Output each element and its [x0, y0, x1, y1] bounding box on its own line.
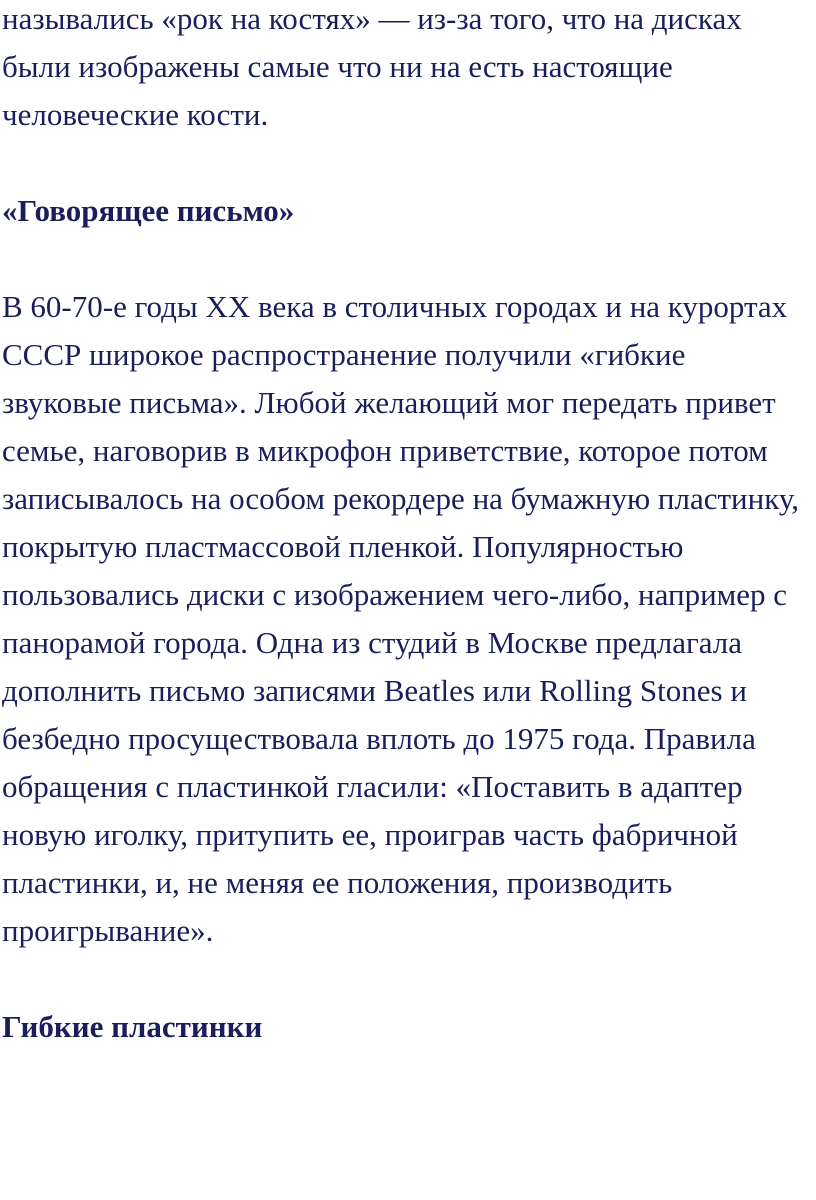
section-heading-talking-letter: «Говорящее письмо» [2, 193, 295, 228]
intro-paragraph: назывались «рок на костях» — из-за того, что на дисках были изображены самые что ни на есть настоящие человеческие кости. [2, 1, 742, 132]
body-paragraph: В 60-70-е годы XX века в столичных городах и на курортах СССР широкое распространение получили «гибкие звуковые письма». Любой желающий мог передать привет семье, наговорив в микрофон приветствие, которое потом записывалось на особом рекордере на бумажную пластинку, покрытую пластмассовой пленкой. Популярностью пользовались диски с изображением чего-либо, например с панорамой города. Одна из студий в Москве предлагала дополнить письмо записями Beatles или Rolling Stones и безбедно просуществовала вплоть до 1975 года. Правила обращения с пластинкой гласили: «Поставить в адаптер новую иголку, притупить ее, проиграв часть фабричной пластинки, и, не меняя ее положения, производить проигрывание». [2, 289, 800, 948]
section-heading-flexible-records: Гибкие пластинки [2, 1009, 263, 1044]
